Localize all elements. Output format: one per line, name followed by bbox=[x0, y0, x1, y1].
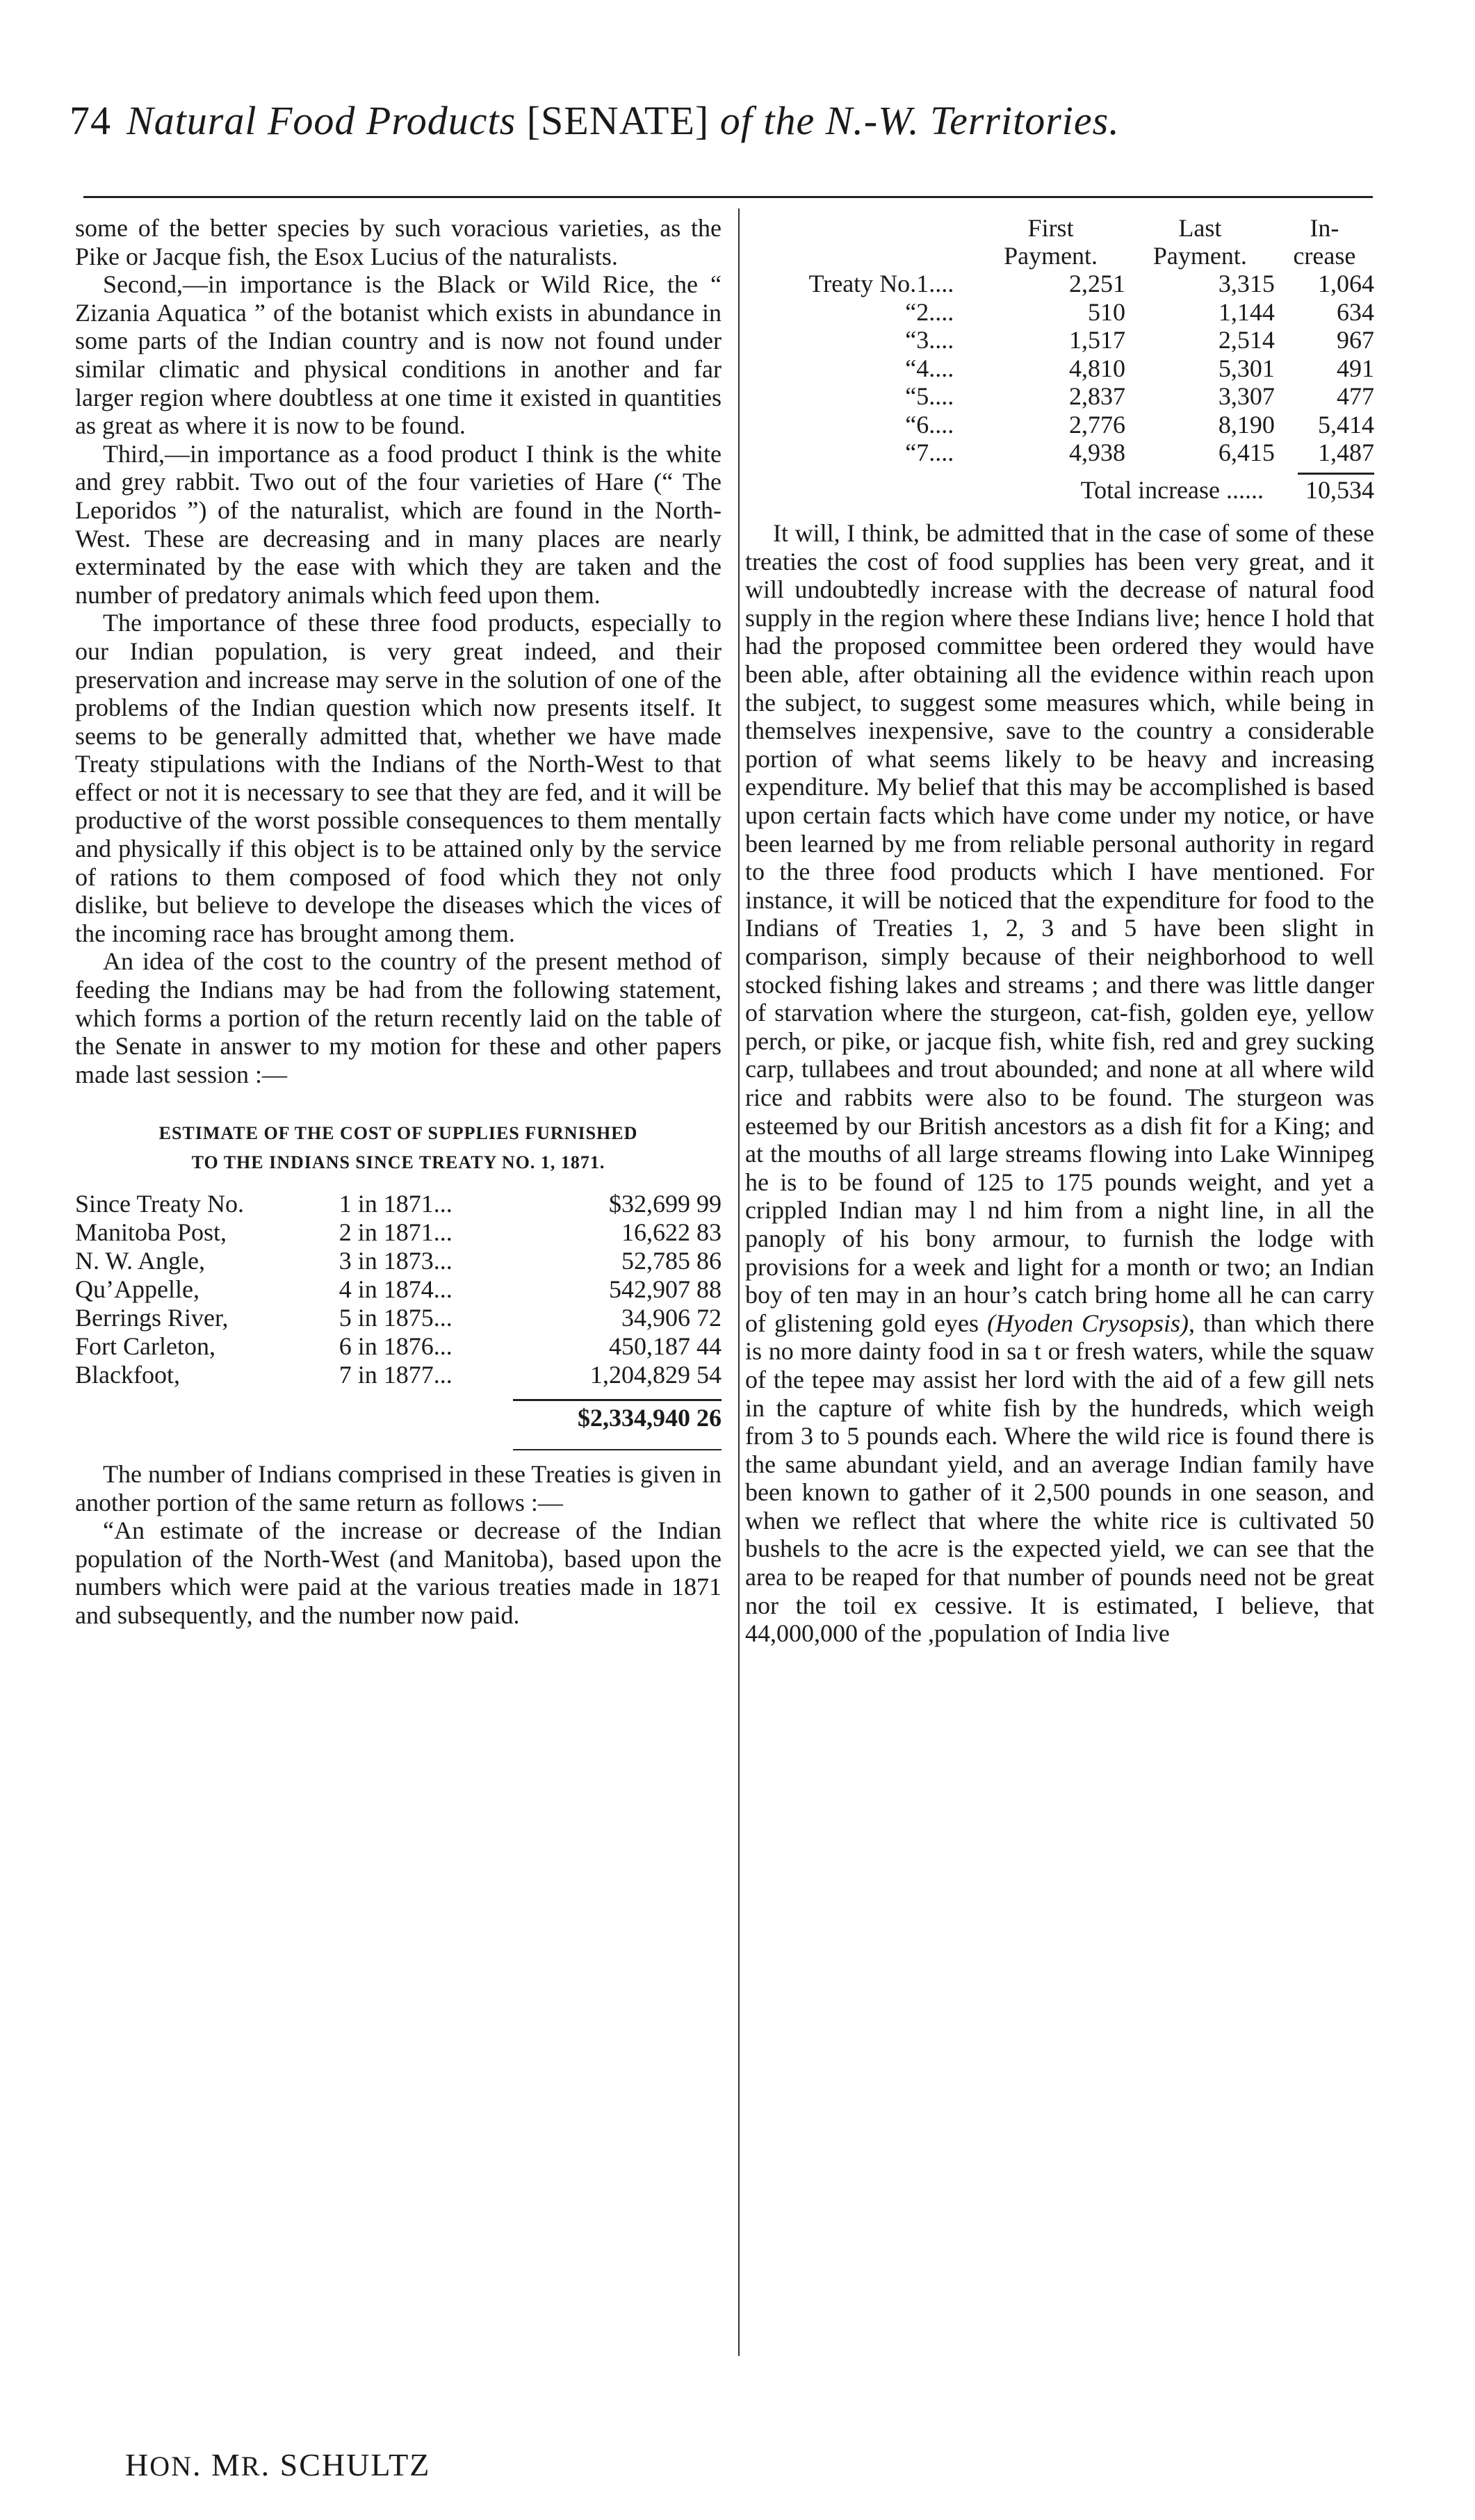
left-column bbox=[75, 214, 722, 1630]
table-row bbox=[745, 354, 1374, 383]
col-header-text: First bbox=[1027, 214, 1074, 242]
row-label: “ bbox=[905, 297, 917, 326]
table-row bbox=[745, 270, 1374, 298]
header-title-left: Natural Food Products bbox=[127, 98, 516, 143]
first-payment: 510 bbox=[1087, 297, 1125, 326]
paragraph: Second,—in importance is the Black or Wild Rice, the “ Zizania Aquatica ” of the botanist which exists in abundance in some parts of the Indian country and is now not found under similar climatic and physical conditions in another and far larger region where doubtless at one time it existed in quantities as great as where it is now to be found. bbox=[75, 270, 722, 440]
total-increase-label: Total increase ...... bbox=[1080, 475, 1264, 504]
row-num: 7.... bbox=[916, 439, 954, 466]
paragraph: The importance of these three food products, especially to our Indian population, is very great indeed, and their preservation and increase may serve in the solution of one of the problems of the Indian question which now presents itself. It seems to be generally admitted that, whether we have made Treaty stipulations with the Indians of the North-West to that effect or not it is necessary to see that they are fed, and it will be productive of the worst possible consequences to them mentally and physically if this object is to be attained only by the service of rations to them composed of food which they not only dislike, but believe to develope the diseases which the vices of the incoming race has brought among them. bbox=[75, 609, 722, 947]
table-header-row bbox=[745, 242, 1374, 270]
col-header-text: In- bbox=[1310, 214, 1339, 242]
footer-text: . M bbox=[193, 2447, 241, 2482]
estimate-place: N. W. Angle, bbox=[75, 1247, 206, 1275]
total-rule bbox=[513, 1399, 722, 1401]
first-payment: 1,517 bbox=[1068, 326, 1125, 354]
estimate-heading-line: ESTIMATE OF THE COST OF SUPPLIES FURNISHED bbox=[158, 1123, 638, 1144]
page-number: 74 bbox=[70, 98, 111, 143]
estimate-amount: 52,785 86 bbox=[621, 1247, 722, 1275]
population-table bbox=[745, 214, 1374, 467]
estimate-heading-line: TO THE INDIANS SINCE TREATY NO. 1, 1871. bbox=[191, 1152, 605, 1173]
footer-speaker bbox=[125, 2446, 430, 2483]
increase-rule bbox=[1298, 473, 1374, 475]
col-header-inc bbox=[1275, 214, 1374, 242]
row-label: “ bbox=[905, 382, 917, 410]
estimate-amount: 16,622 83 bbox=[621, 1218, 722, 1247]
estimate-amount: $32,699 99 bbox=[609, 1190, 722, 1218]
table-row bbox=[745, 326, 1374, 354]
estimate-treaty: 4 in 1874... bbox=[339, 1275, 453, 1304]
estimate-place: Since Treaty No. bbox=[75, 1190, 244, 1218]
increase: 1,487 bbox=[1318, 439, 1374, 466]
table-row bbox=[75, 1275, 722, 1304]
total-increase bbox=[745, 476, 1374, 505]
first-payment: 4,810 bbox=[1068, 354, 1125, 382]
total-increase-value: 10,534 bbox=[1305, 475, 1374, 504]
row-label: Treaty No. bbox=[808, 270, 917, 297]
estimate-treaty: 5 in 1875... bbox=[339, 1304, 453, 1332]
row-num: 2.... bbox=[916, 297, 954, 326]
header-rule bbox=[83, 196, 1373, 198]
estimate-table bbox=[75, 1190, 722, 1389]
estimate-treaty: 7 in 1877... bbox=[339, 1361, 453, 1389]
estimate-amount: 34,906 72 bbox=[621, 1304, 722, 1332]
row-num: 1.... bbox=[916, 270, 954, 297]
table-header-row bbox=[745, 214, 1374, 242]
row-num: 4.... bbox=[916, 354, 954, 382]
row-label: “ bbox=[905, 410, 917, 439]
table-row bbox=[75, 1218, 722, 1247]
estimate-heading bbox=[75, 1119, 722, 1177]
footer-text: H bbox=[125, 2447, 150, 2482]
col-header-text: Payment. bbox=[1152, 242, 1247, 270]
last-payment: 8,190 bbox=[1218, 410, 1275, 439]
estimate-place: Berrings River, bbox=[75, 1304, 229, 1332]
last-payment: 3,315 bbox=[1218, 270, 1275, 297]
paragraph: The number of Indians comprised in these Treaties is given in another portion of the same return as follows :— bbox=[75, 1460, 722, 1516]
last-payment: 3,307 bbox=[1218, 382, 1275, 410]
estimate-place: Qu’Appelle, bbox=[75, 1275, 199, 1304]
row-label: “ bbox=[905, 354, 917, 382]
increase: 5,414 bbox=[1318, 410, 1374, 439]
row-num: 3.... bbox=[916, 326, 954, 354]
col-header-text: Last bbox=[1178, 214, 1222, 242]
estimate-amount: 450,187 44 bbox=[609, 1332, 722, 1361]
row-label: “ bbox=[905, 326, 917, 354]
paragraph bbox=[745, 519, 1374, 1648]
estimate-place: Fort Carleton, bbox=[75, 1332, 215, 1361]
last-payment: 6,415 bbox=[1218, 439, 1275, 466]
paragraph-text: It will, I think, be admitted that in the case of some of these treaties the cost of food supplies has been very great, and it will undoubtedly increase with the decrease of natural food supply in the region where these Indians live; hence I hold that had the proposed committee been ordered they would have been able, after obtaining all the evidence within reach upon the subject, to suggest some measures which, while being in themselves inexpensive, save to the country a considerable portion of what seems likely to be heavy and increasing expenditure. My belief that this may be accomplished is based upon certain facts which have come under my notice, or have been learned by me from reliable personal authority in regard to the three food products which I have mentioned. For instance, it will be noticed that the expenditure for food to the Indians of Treaties 1, 2, 3 and 5 have been slight in comparison, simply because of their neighborhood to well stocked fishing lakes and streams ; and there was little danger of starvation where the sturgeon, cat-fish, golden eye, yellow perch, or pike, or jacque fish, white fish, red and grey sucking carp, tullabees and trout abounded; and none at all where wild rice and rabbits were also to be found. The sturgeon was esteemed by our British ancestors as a dish fit for a King; and at the mouths of all large streams flowing into Lake Winnipeg he is to be found of 125 to 175 pounds weight, and yet a crippled Indian may l nd him from a night line, in all the panoply of his bony armour, to furnish the lodge with provisions for a week and light for a month or two; an Indian boy of ten may in an hour’s catch bring home all he can carry of glistening gold eyes bbox=[745, 519, 1374, 1337]
first-payment: 2,776 bbox=[1068, 410, 1125, 439]
estimate-amount: 542,907 88 bbox=[609, 1275, 722, 1304]
table-row bbox=[745, 382, 1374, 411]
estimate-place: Manitoba Post, bbox=[75, 1218, 227, 1247]
paragraph: An idea of the cost to the country of the present method of feeding the Indians may be had from the following statement, which forms a portion of the return recently laid on the table of the Senate in answer to my motion for these and other papers made last session :— bbox=[75, 947, 722, 1088]
total-rule-under bbox=[513, 1449, 722, 1450]
increase: 491 bbox=[1337, 354, 1374, 382]
last-payment: 5,301 bbox=[1218, 354, 1275, 382]
footer-text: . SCHULTZ bbox=[261, 2447, 431, 2482]
first-payment: 2,837 bbox=[1068, 382, 1125, 410]
header-title-right: of the N.-W. Territories. bbox=[719, 98, 1120, 143]
table-row bbox=[75, 1247, 722, 1275]
col-header-text: Payment. bbox=[1004, 242, 1098, 270]
header-senate: [SENATE] bbox=[526, 98, 710, 143]
right-column bbox=[745, 214, 1374, 1648]
first-payment: 2,251 bbox=[1068, 270, 1125, 297]
estimate-treaty: 2 in 1871... bbox=[339, 1218, 453, 1247]
row-num: 6.... bbox=[916, 410, 954, 439]
estimate-place: Blackfoot, bbox=[75, 1361, 180, 1389]
estimate-amount: 1,204,829 54 bbox=[590, 1361, 722, 1389]
estimate-treaty: 1 in 1871... bbox=[339, 1190, 453, 1218]
species-name: (Hyoden Crysopsis), bbox=[987, 1309, 1196, 1337]
table-row bbox=[75, 1361, 722, 1389]
table-row bbox=[75, 1190, 722, 1218]
col-header-text: crease bbox=[1293, 242, 1356, 270]
paragraph: some of the better species by such voracious varieties, as the Pike or Jacque fish, the Esox Lucius of the naturalists. bbox=[75, 214, 722, 270]
table-row bbox=[75, 1332, 722, 1361]
increase: 477 bbox=[1337, 382, 1374, 410]
col-header-first bbox=[976, 214, 1125, 242]
increase: 1,064 bbox=[1318, 270, 1374, 297]
table-row bbox=[75, 1304, 722, 1332]
first-payment: 4,938 bbox=[1068, 439, 1125, 466]
col-header-last bbox=[1125, 214, 1275, 242]
paragraph-text: than which there is no more dainty food in sa t or fresh waters, while the squaw of the tepee may assist her lord with the aid of a few gill nets in the capture of white fish by the hundreds, which weigh from 3 to 5 pounds each. Where the wild rice is found there is the same abundant yield, and an average Indian family have been known to gather of it 2,500 pounds in one season, and when we reflect that where the white rice is cultivated 50 bushels to the acre is the expected yield, we can see that the area to be reaped for that number of pounds need not be great nor the toil ex cessive. It is estimated, I believe, that 44,000,000 of the ,population of India live bbox=[745, 1309, 1375, 1648]
page-header bbox=[70, 97, 1376, 144]
table-row bbox=[745, 411, 1374, 439]
estimate-treaty: 6 in 1876... bbox=[339, 1332, 453, 1361]
increase: 634 bbox=[1337, 297, 1374, 326]
paragraph: “An estimate of the increase or decrease of the Indian population of the North-West (and Manitoba), based upon the numbers which were paid at the various treaties made in 1871 and subsequently, and the number now paid. bbox=[75, 1516, 722, 1629]
estimate-total: $2,334,940 26 bbox=[578, 1404, 722, 1432]
footer-text: R bbox=[241, 2451, 261, 2482]
paragraph: Third,—in importance as a food product I think is the white and grey rabbit. Two out of the four varieties of Hare (“ The Leporidos ”) of the naturalist, which are found in the North-West. These are decreasing and in many places are nearly exterminated by the ease with which they are taken and the number of predatory animals which feed upon them. bbox=[75, 439, 722, 609]
table-row bbox=[745, 439, 1374, 467]
last-payment: 2,514 bbox=[1218, 326, 1275, 354]
row-num: 5.... bbox=[916, 382, 954, 410]
column-divider bbox=[738, 208, 740, 2356]
increase: 967 bbox=[1337, 326, 1374, 354]
footer-text: ON bbox=[149, 2451, 193, 2482]
table-row bbox=[745, 298, 1374, 327]
last-payment: 1,144 bbox=[1218, 297, 1275, 326]
estimate-treaty: 3 in 1873... bbox=[339, 1247, 453, 1275]
row-label: “ bbox=[905, 439, 917, 466]
